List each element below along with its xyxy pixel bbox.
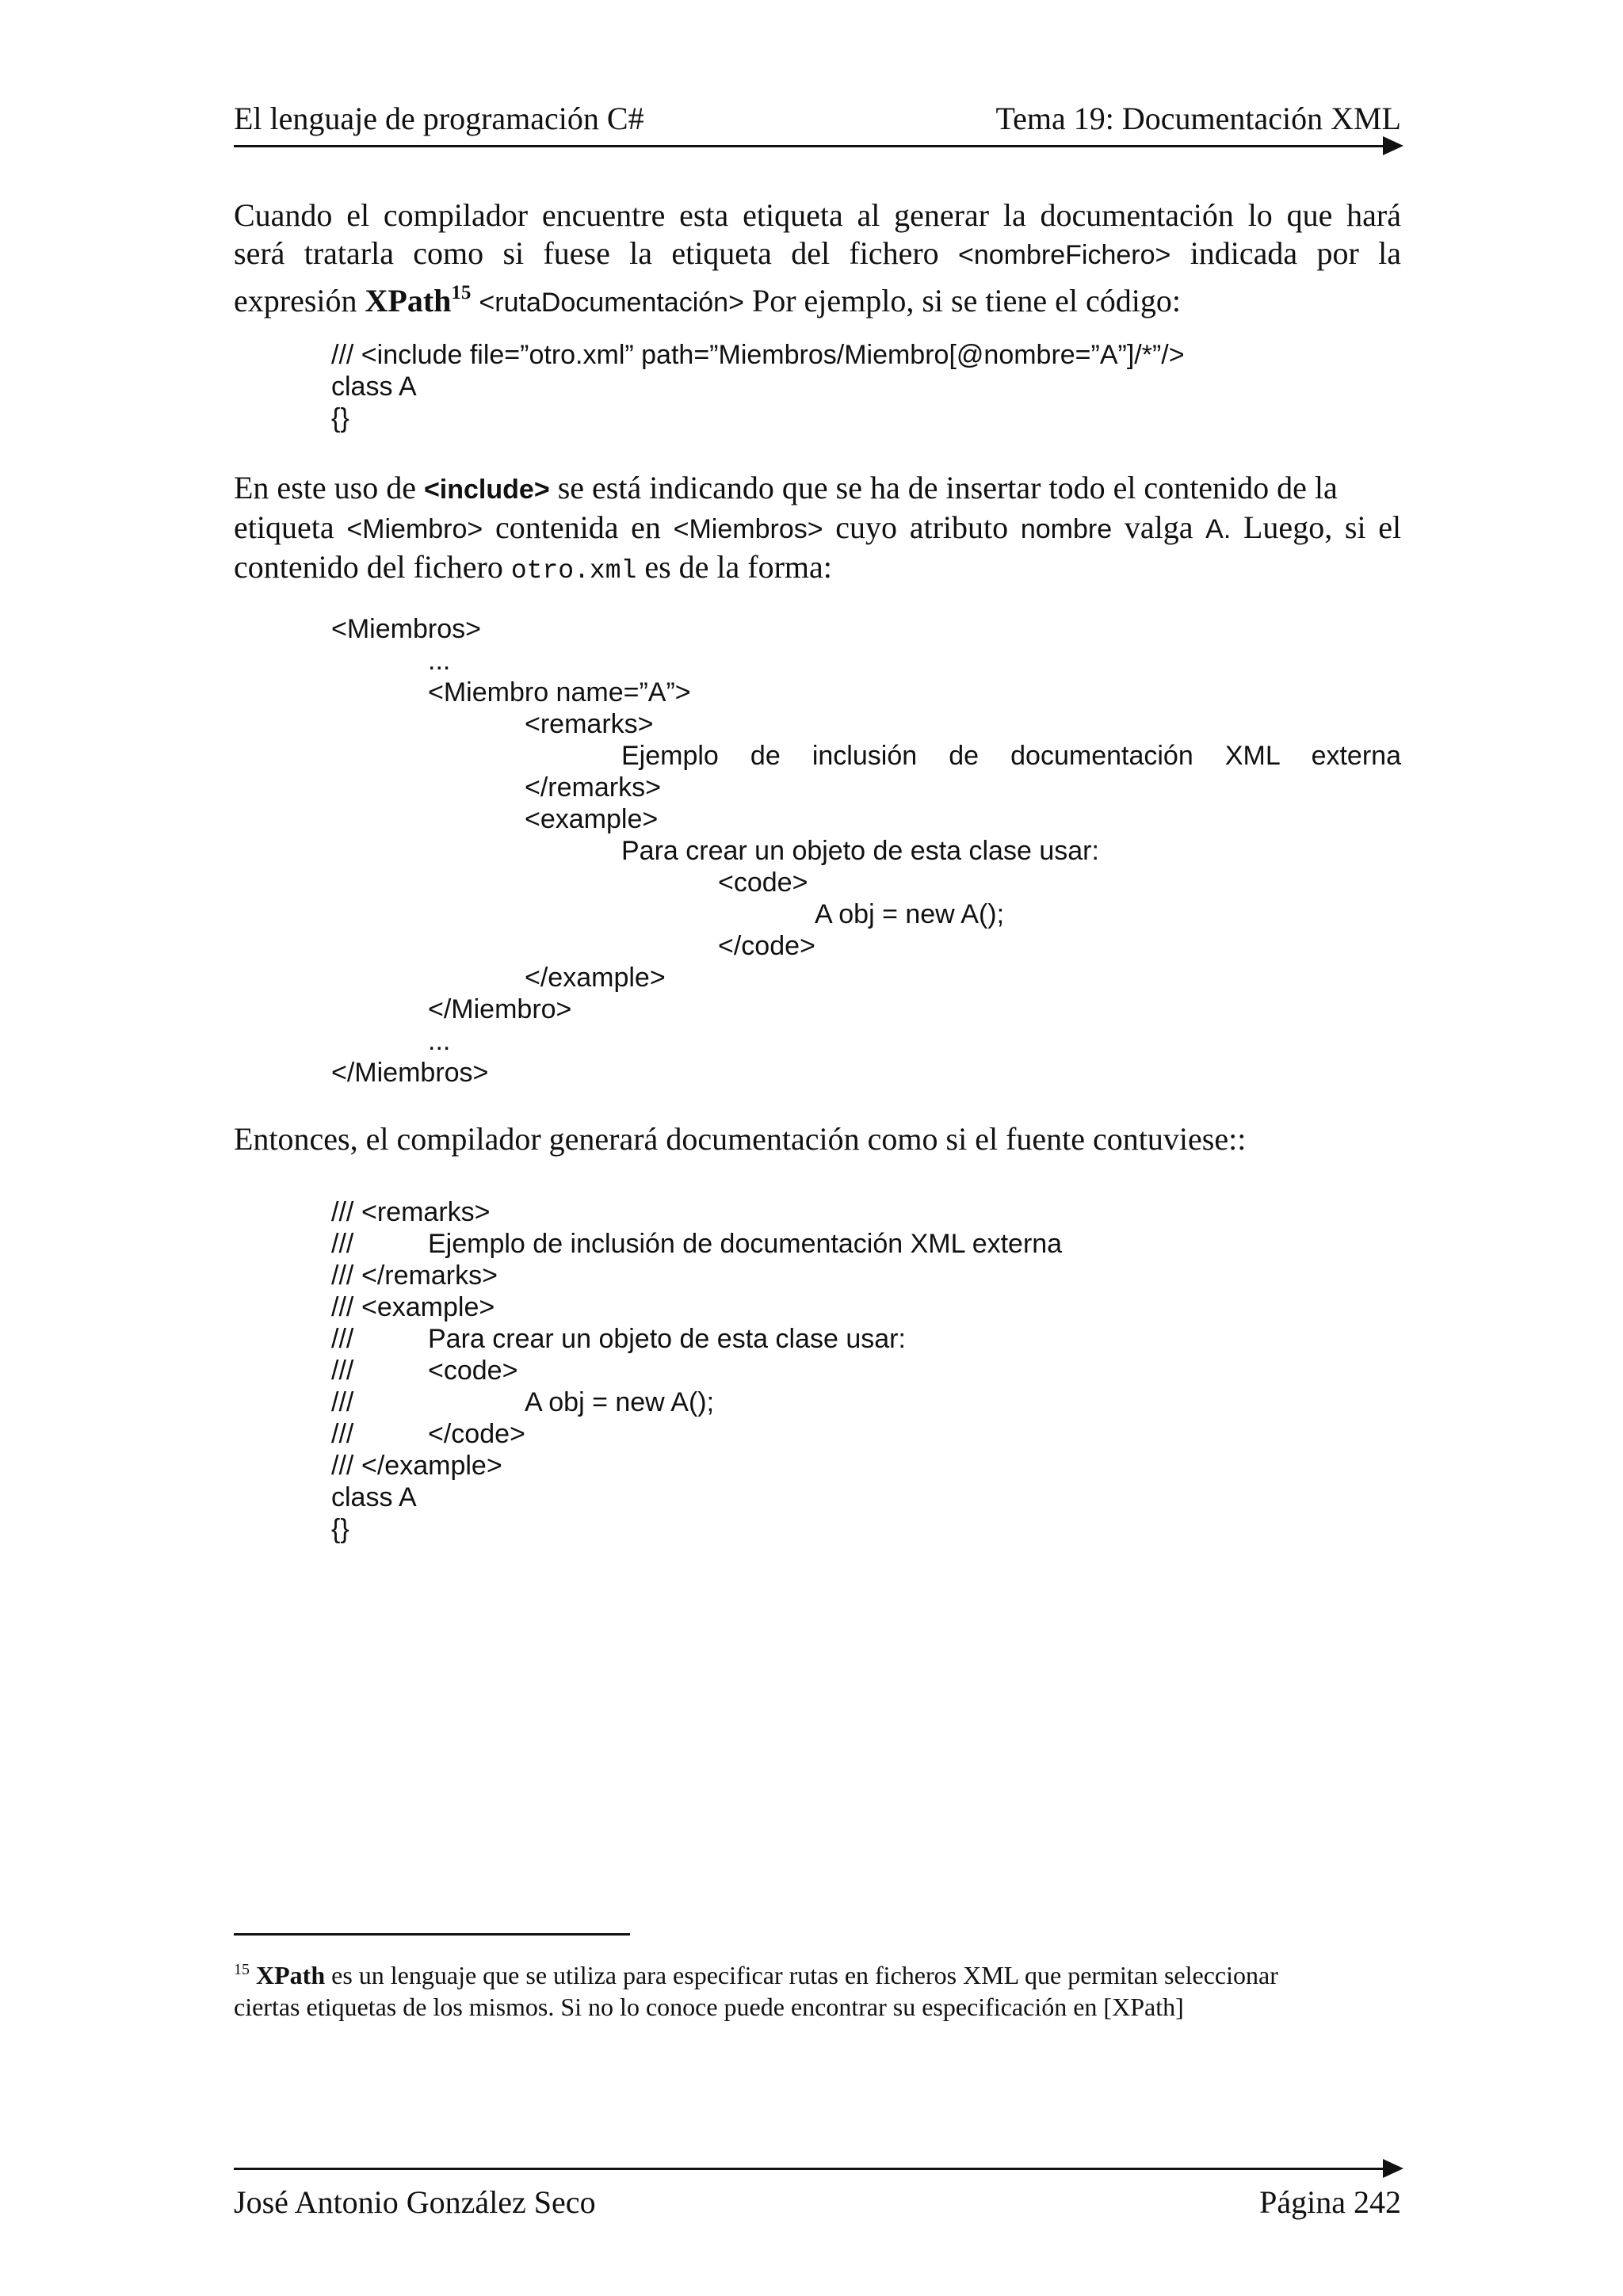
doc-comment-prefix: /// xyxy=(331,1292,354,1322)
header-rule xyxy=(234,145,1387,147)
code-text: </code> xyxy=(428,1419,525,1449)
doc-comment-prefix: /// xyxy=(331,1419,354,1449)
header-right: Tema 19: Documentación XML xyxy=(995,101,1401,136)
doc-comment-prefix: /// xyxy=(331,1387,354,1417)
para2-line1: En este uso de <include> se está indicando que se ha de insertar todo el contenido de la xyxy=(234,470,1338,505)
doc-comment-prefix: /// xyxy=(331,1261,354,1291)
code-line: <remarks> xyxy=(525,709,654,739)
footnote-line1: $^{15}$ XPath es un lenguaje que se utiliza para especificar rutas en ficheros XML que permitan seleccionar xyxy=(234,1961,1278,1989)
code-line: </code> xyxy=(718,931,815,961)
footer-page-number: Página 242 xyxy=(1259,2184,1401,2220)
para2-line2: etiqueta <Miembro> contenida en <Miembros> cuyo atributo nombre valga A. Luego, si el xyxy=(234,509,1402,545)
code-line: <Miembro name=”A”> xyxy=(428,677,691,707)
code-block-2 xyxy=(331,613,1401,1089)
doc-comment-prefix: /// xyxy=(331,1324,354,1354)
code-text: </example> xyxy=(361,1451,502,1481)
code-text: {} xyxy=(331,1514,349,1544)
footnote-rule xyxy=(234,1933,630,1936)
code-text: class A xyxy=(331,1482,417,1512)
xpath-term: XPath xyxy=(365,283,452,318)
code-line: <Miembros> xyxy=(331,614,481,644)
footnote xyxy=(234,1954,1401,2023)
code-line: Ejemplo de inclusión de documentación XML externa xyxy=(621,741,1401,771)
code-line: A obj = new A(); xyxy=(815,899,1005,929)
paragraph-3 xyxy=(234,1120,1401,1158)
code-line: ... xyxy=(428,646,451,676)
para2-line3: contenido del fichero otro.xml es de la forma: xyxy=(234,549,832,585)
code-line: class A xyxy=(331,372,417,402)
doc-comment-prefix: /// xyxy=(331,1356,354,1386)
code-line: </example> xyxy=(525,963,666,993)
code-text: Para crear un objeto de esta clase usar: xyxy=(428,1324,906,1354)
code-text: A obj = new A(); xyxy=(525,1387,715,1417)
code-text: <remarks> xyxy=(361,1197,491,1227)
code-line: <example> xyxy=(525,804,659,834)
code-text: <example> xyxy=(361,1292,495,1322)
para1-line3: expresión XPath$^{15}$ <rutaDocumentación> Por ejemplo, si se tiene el código: xyxy=(234,282,1181,318)
footer-arrow-icon xyxy=(1383,2159,1403,2178)
code-text: <code> xyxy=(428,1356,518,1386)
code-line: ... xyxy=(428,1026,451,1056)
paragraph-1 xyxy=(234,196,1401,322)
code-line: </Miembro> xyxy=(428,994,572,1024)
doc-comment-prefix: /// xyxy=(331,1451,354,1481)
footnote-line2: ciertas etiquetas de los mismos. Si no lo conoce puede encontrar su especificación en [XPath] xyxy=(234,1993,1184,2021)
code-line: </remarks> xyxy=(525,772,661,803)
header-arrow-icon xyxy=(1383,136,1403,155)
footer-author: José Antonio González Seco xyxy=(234,2184,596,2220)
code-block-1 xyxy=(331,339,1185,434)
code-text: </remarks> xyxy=(361,1261,498,1291)
code-line: <code> xyxy=(718,868,808,898)
para1-line2: será tratarla como si fuese la etiqueta del fichero <nombreFichero> indicada por la xyxy=(234,235,1401,271)
code-text: Ejemplo de inclusión de documentación XML externa xyxy=(428,1229,1063,1259)
doc-comment-prefix: /// xyxy=(331,1197,354,1227)
para1-line1: Cuando el compilador encuentre esta etiqueta al generar la documentación lo que hará xyxy=(234,197,1401,233)
footer-rule xyxy=(234,2168,1387,2170)
paragraph-2 xyxy=(234,469,1401,590)
footnote-ref[interactable]: 15 xyxy=(451,282,472,303)
para3-line1: Entonces, el compilador generará documentación como si el fuente contuviese:: xyxy=(234,1121,1247,1157)
header-left: El lenguaje de programación C# xyxy=(234,101,644,136)
doc-comment-prefix: /// xyxy=(331,1229,354,1259)
code-line: Para crear un objeto de esta clase usar: xyxy=(621,836,1099,866)
code-line: </Miembros> xyxy=(331,1058,489,1088)
code-line: {} xyxy=(331,403,349,433)
code-line: /// <include file=”otro.xml” path=”Miembros/Miembro[@nombre=”A”]/*”/> xyxy=(331,340,1185,370)
